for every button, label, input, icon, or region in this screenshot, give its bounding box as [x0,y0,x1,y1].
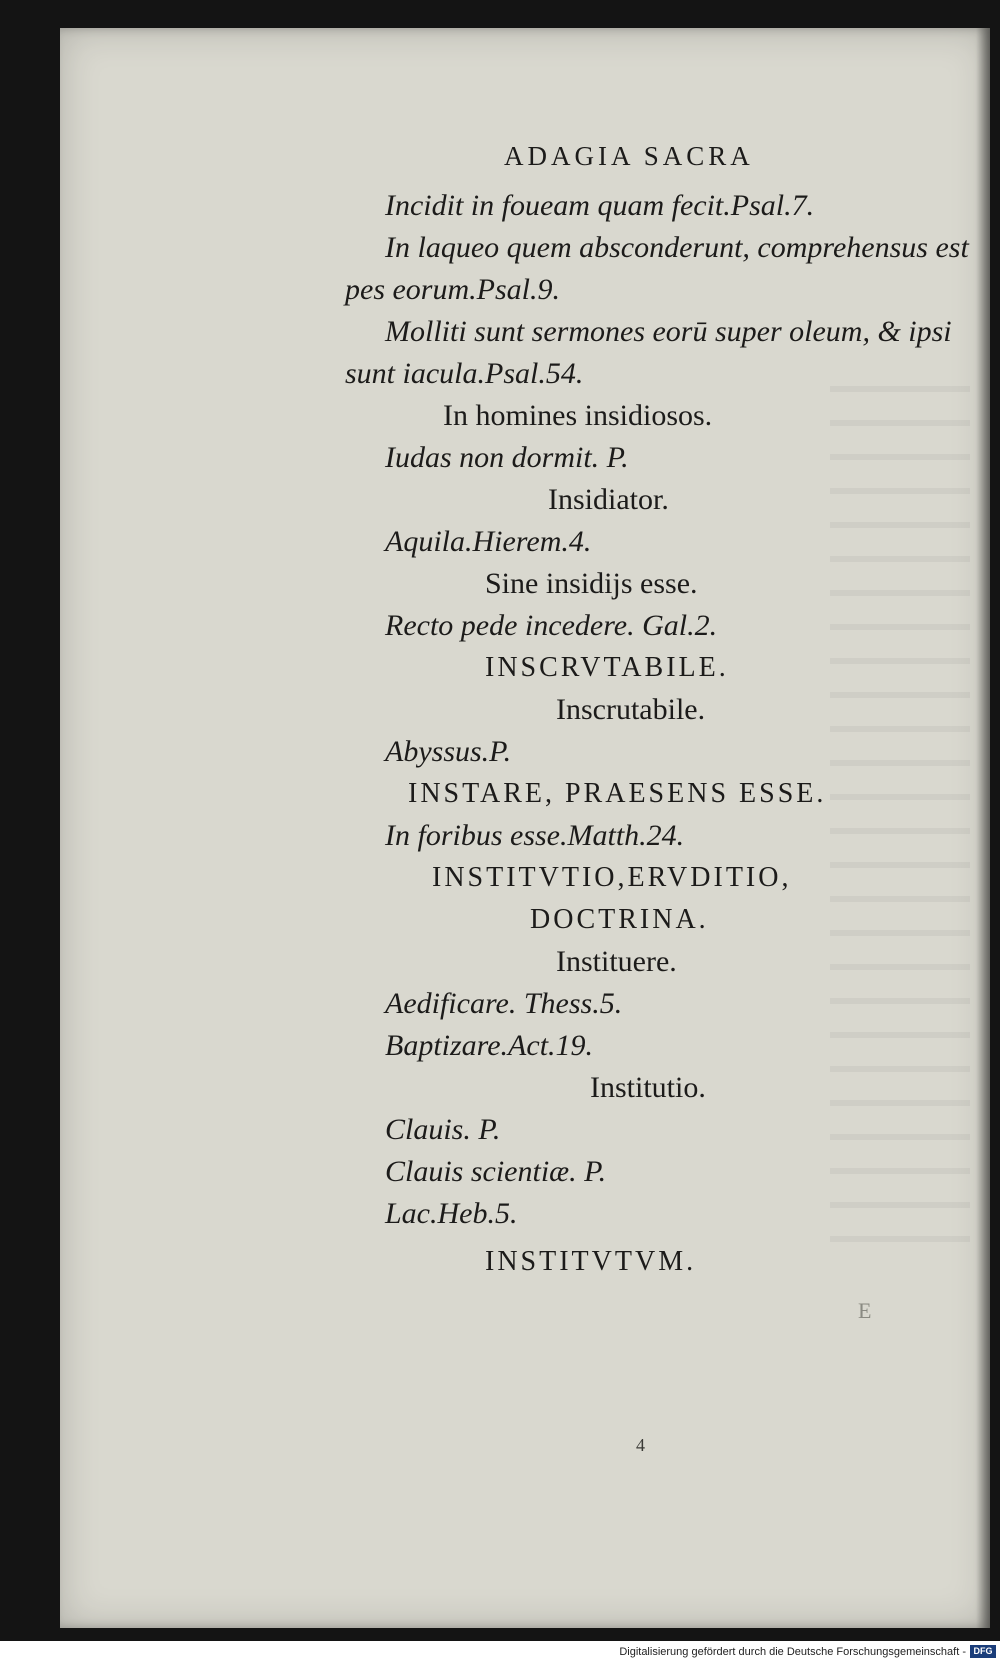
entry-heading: INSCRVTABILE. [485,652,729,683]
text-line: Recto pede incedere. Gal.2. [385,609,718,642]
section-heading: Institutio. [590,1071,706,1104]
text-line: Aedificare. Thess.5. [385,987,623,1020]
entry-heading: INSTITVTVM. [485,1246,697,1277]
section-heading: In homines insidiosos. [443,399,713,432]
text-line: Incidit in foueam quam fecit.Psal.7. [385,189,815,222]
section-heading: Instituere. [556,945,677,978]
running-head: ADAGIA SACRA [504,141,754,171]
text-line: pes eorum.Psal.9. [345,273,560,306]
entry-heading: INSTARE, PRAESENS ESSE. [408,778,827,809]
section-heading: Sine insidijs esse. [485,567,698,600]
section-heading: Inscrutabile. [556,693,706,726]
text-line: Clauis. P. [385,1113,501,1146]
text-line: Molliti sunt sermones eorū super oleum, & ipsi [385,315,952,348]
footer-bar [0,1641,1000,1661]
text-line: Aquila.Hierem.4. [385,525,592,558]
entry-heading: DOCTRINA. [530,904,709,935]
show-through-signature: E [858,1298,872,1323]
text-line: Clauis scientiæ. P. [385,1155,607,1188]
entry-heading: INSTITVTIO,ERVDITIO, [432,862,792,893]
text-line: sunt iacula.Psal.54. [345,357,584,390]
show-through-text [830,358,970,1258]
text-line: In laqueo quem absconderunt, comprehensus est [385,231,969,264]
text-line: Lac.Heb.5. [385,1197,518,1230]
page-number: 4 [636,1435,645,1455]
text-line: Iudas non dormit. P. [385,441,629,474]
section-heading: Insidiator. [548,483,669,516]
dfg-logo-icon: DFG [970,1645,996,1658]
text-line: In foribus esse.Matth.24. [385,819,685,852]
text-line: Abyssus.P. [385,735,512,768]
footer-credit: Digitalisierung gefördert durch die Deutsche Forschungsgemeinschaft - [619,1646,966,1658]
text-line: Baptizare.Act.19. [385,1029,594,1062]
